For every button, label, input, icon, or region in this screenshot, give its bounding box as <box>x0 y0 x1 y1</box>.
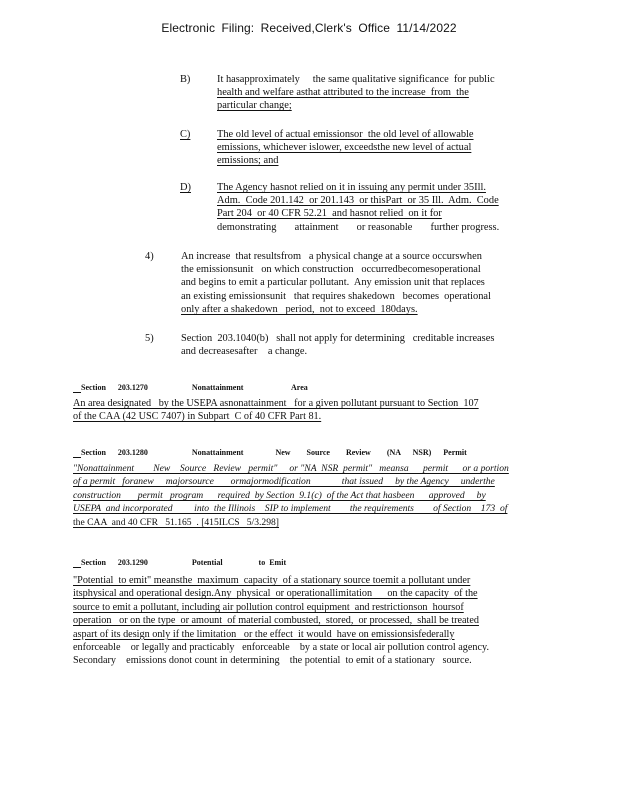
section-body-1270 <box>73 397 553 423</box>
item-line: and decreasesafter a change. <box>181 346 308 358</box>
section-body-1280 <box>73 462 553 529</box>
section-title: Nonattainment Area <box>191 383 308 392</box>
subitem-line: particular change; <box>217 100 292 112</box>
section-line: USEPA and incorporated into the Illinois SIP to implement the requirements of Section 173 of <box>73 503 508 515</box>
section-number: Section 203.1290 <box>81 558 148 567</box>
section-line: "Nonattainment New Source Review permit" or "NA NSR permit" meansa permit or a portion <box>73 463 509 474</box>
subitem-label: C) <box>180 129 191 140</box>
item-5 <box>145 332 545 360</box>
item-line: An increase that resultsfrom a physical change at a source occurswhen <box>181 251 482 262</box>
section-heading-1290 <box>73 549 333 567</box>
section-body-1290 <box>73 574 553 668</box>
subitem-line: Part 204 or 40 CFR 52.21 and hasnot relied on it for <box>217 208 442 220</box>
item-label: 4) <box>145 251 154 262</box>
section-line: of the CAA (42 USC 7407) in Subpart C of 40 CFR Part 81. <box>73 411 322 423</box>
subitem-label: D) <box>180 182 191 193</box>
filing-header: Electronic Filing: Received,Clerk's Office 11/14/2022 <box>161 21 457 35</box>
item-line: Section 203.1040(b) shall not apply for determining creditable increases <box>181 333 495 344</box>
section-line: An area designated by the USEPA asnonattainment for a given pollutant pursuant to Section 107 <box>73 398 479 409</box>
section-number: Section 203.1270 <box>81 383 148 392</box>
subitem-b <box>180 73 540 115</box>
section-line: operation or on the type or amount of material combusted, stored, or processed, shall be treated <box>73 615 479 627</box>
item-line: the emissionsunit on which construction occurredbecomesoperational <box>181 264 481 276</box>
subitem-line: demonstrating attainment or reasonable further progress. <box>217 221 500 233</box>
item-line: and begins to emit a particular pollutant. Any emission unit that replaces <box>181 277 485 289</box>
section-number: Section 203.1280 <box>81 448 148 457</box>
subitem-line: emissions, whichever islower, exceedsthe new level of actual <box>217 142 472 154</box>
section-line: "Potential to emit" meansthe maximum capacity of a stationary source toemit a pollutant under <box>73 575 471 586</box>
item-line: an existing emissionsunit that requires shakedown becomes operational <box>181 290 491 302</box>
section-heading-1270 <box>73 374 333 392</box>
section-line: of a permit foranew majorsource ormajormodification that issued by the Agency underthe <box>73 476 495 488</box>
section-line: aspart of its design only if the limitation or the effect it would have on emissionsisfederally <box>73 628 455 640</box>
subitem-line: emissions; and <box>217 155 279 167</box>
section-title: Potential to Emit <box>191 558 287 567</box>
subitem-line: It hasapproximately the same qualitative significance for public <box>217 74 495 85</box>
section-line: itsphysical and operational design.Any physical or operationallimitation on the capacity of the <box>73 588 478 600</box>
subitem-c <box>180 128 540 170</box>
subitem-line: Adm. Code 201.142 or 201.143 or thisPart or 35 Ill. Adm. Code <box>217 195 499 207</box>
subitem-line: The Agency hasnot relied on it in issuing any permit under 35Ill. <box>217 182 486 193</box>
subitem-line: The old level of actual emissionsor the old level of allowable <box>217 129 474 140</box>
section-line: Secondary emissions donot count in determining the potential to emit of a stationary source. <box>73 655 472 667</box>
section-line: the CAA and 40 CFR 51.165 . [415ILCS 5/3.298] <box>73 516 280 528</box>
section-heading-1280 <box>73 439 473 457</box>
item-line: only after a shakedown period, not to exceed 180days. <box>181 303 418 315</box>
item-label: 5) <box>145 333 154 344</box>
section-title: Nonattainment New Source Review (NA NSR) Permit <box>191 448 467 457</box>
subitem-d <box>180 181 540 237</box>
item-4 <box>145 250 545 320</box>
section-line: enforceable or legally and practicably enforceable by a state or local air pollution control agency. <box>73 642 489 654</box>
subitem-label: B) <box>180 74 191 85</box>
section-line: construction permit program required by Section 9.1(c) of the Act that hasbeen approved by <box>73 489 486 501</box>
section-line: source to emit a pollutant, including air pollution control equipment and restrictionson hoursof <box>73 601 464 613</box>
subitem-line: health and welfare asthat attributed to the increase from the <box>217 87 469 99</box>
